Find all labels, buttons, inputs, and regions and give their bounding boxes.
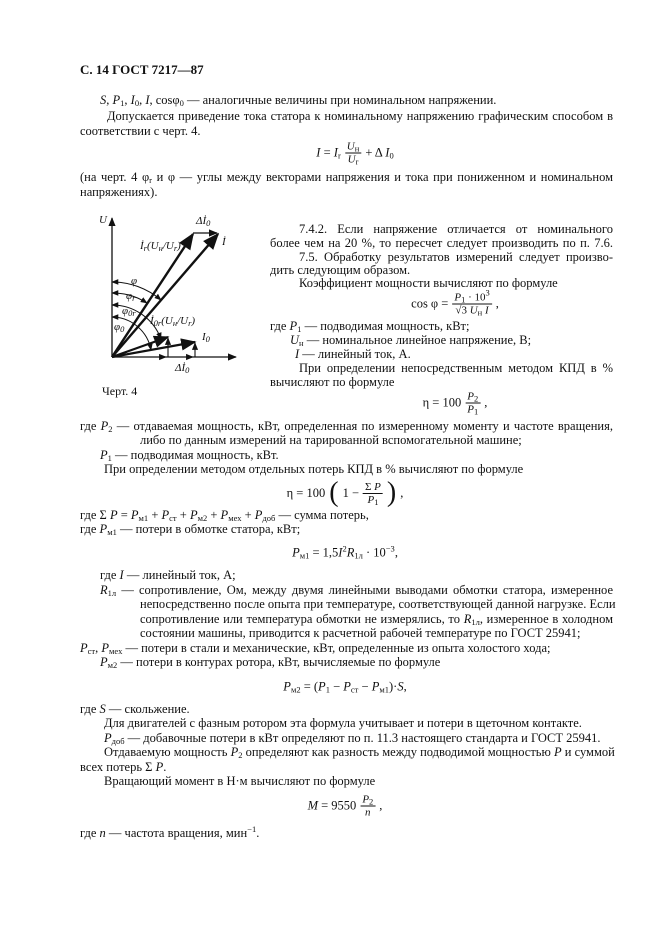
text-line: где S — скольжение. [80,702,190,716]
text-line: где n — частота вращения, мин$^{-1}$. [80,824,260,840]
text-line: непосредственно после опыта при температуре, соответствующей данной нагрузке. Если [140,597,616,611]
vector-diagram [0,0,661,420]
text-line: При определении непосредственным методом КПД в % [299,361,613,375]
numerator: $P_2$ [362,793,374,807]
text-line: $U_н$ — номинальное линейное напряжение, В; [290,333,532,348]
text-line: Коэффициент мощности вычисляют по формуле [299,276,558,290]
text-line: $P_{ст}$, $P_{мех}$ — потери в стали и механические, кВт, определенные из опыта холостого хода; [80,641,551,656]
formula-part: cos φ = [411,296,449,311]
text-line: где $P_1$ — подводимая мощность, кВт; [270,319,470,334]
denominator: $P_1$ [467,403,479,417]
formula-part: , [379,798,383,813]
text-line: 7.5. Обработку результатов измерений следует произво- [299,250,613,264]
text-line: где $P_2$ — отдаваемая мощность, кВт, определенная по измеренному моменту и частоте вращения, [80,419,613,434]
formula-part: + Δ $I_0$ [365,145,394,161]
text-line: соответствии с черт. 4. [80,124,201,138]
label-u-axis: U [99,214,107,226]
text-line: либо по данным измерений на тарированной вспомогательной машине; [140,433,522,447]
formula-part: η = 100 [422,395,462,410]
fraction [363,481,383,506]
text-line: $P_1$ — подводимая мощность, кВт. [100,448,279,463]
text-line: напряжениях). [80,185,158,199]
label-i0: $I_0$ [202,331,210,344]
numerator: $P_2$ [467,390,479,404]
text-line: где Σ $P = P_{м1} + P_{ст} + P_{м2} + P_{мех} + P_{доб}$ — сумма потерь, [80,508,369,523]
text-line: Отдаваемую мощность $P_2$ определяют как разность между подводимой мощностью P и суммой [104,745,615,760]
formula-part: $P_{м1} = 1,5I^2R_{1л} \cdot 10^{-3}$, [292,543,398,561]
numerator: $U_н$ [346,140,360,154]
label-ir: $İ_r(U_н/U_r)$ [140,240,181,253]
label-phi-r: $\varphi_r$ [126,290,136,303]
fraction [360,794,375,819]
denominator: √3 $U_н$ I [455,304,489,318]
denominator: $P_1$ [367,493,379,507]
paren-open: ( [329,477,339,508]
label-phi-0: $\varphi_0$ [114,321,125,334]
label-phi: φ [131,275,138,287]
label-i0r: $İ_{0r}(U_н/U_r)$ [150,315,196,328]
formula-stator-losses [292,543,398,561]
figure-caption: Черт. 4 [102,384,138,398]
formula-part: M = 9550 [307,798,357,813]
text-line: состоянии машины, приводится к расчетной рабочей температуре по ГОСТ 25941; [140,626,581,640]
text-line: $R_{1л}$ — сопротивление, Ом, между двумя линейными выводами обмотки статора, измеренное [100,583,613,598]
text-line: дить следующим образом. [270,263,411,277]
label-delta-i0-top: $\Delta İ_0$ [196,215,211,228]
page-header: С. 14 ГОСТ 7217—87 [80,62,204,77]
text-line: где I — линейный ток, А; [100,568,236,582]
formula-efficiency-losses [287,479,404,507]
text-line: $P_{доб}$ — добавочные потери в кВт определяют по п. 11.3 настоящего стандарта и ГОСТ 25941. [104,731,601,746]
label-phi-0r: $\varphi_{0r}$ [122,305,136,318]
text-line: (на черт. 4 $\varphi_r$ и φ — углы между векторами напряжения и тока при пониженном и номинальном [80,170,613,185]
paren-close: ) [386,477,397,508]
formula-part: , [400,485,404,500]
formula-part: , [495,296,499,311]
vector-ir [112,234,196,357]
text-line: $P_{м2}$ — потери в контурах ротора, кВт, вычисляемые по формуле [100,655,441,670]
label-delta-i0-bottom: $\Delta İ_0$ [175,362,190,375]
text-line: S, $P_1$, $I_0$, I, cosφ$_0$ — аналогичные величины при номинальном напряжении. [100,93,497,108]
text-line: При определении методом отдельных потерь КПД в % вычисляют по формуле [104,462,524,476]
label-i: İ [222,236,226,248]
formula-part: η = 100 [286,485,326,500]
text-line: где $P_{м1}$ — потери в обмотке статора, кВт; [80,522,301,537]
denominator: $U_r$ [347,153,359,167]
numerator: $P_1 \cdot 10^3$ [454,287,490,305]
formula-torque [308,794,383,819]
text-line: Вращающий момент в Н·м вычисляют по формуле [104,774,376,788]
formula-part: $I = I_r$ [316,145,341,161]
text-line: I — линейный ток, А. [295,347,411,361]
text-line: сопротивление или температура обмотки не измерялись, то $R_{1л}$, измеренное в холодном [140,612,613,627]
formula-rotor-losses [283,680,406,695]
formula-part: 1 − [342,485,360,500]
formula-part: $P_{м2} = (P_1 - P_{ст} - P_{м1})\cdot S$, [283,679,407,695]
text-line: всех потерь Σ P. [80,760,167,774]
text-line: Для двигателей с фазным ротором эта формула учитывает и потери в щеточном контакте. [104,716,582,730]
text-line: 7.4.2. Если напряжение отличается от номинального [299,222,613,236]
numerator: Σ P [365,480,381,493]
text-line: вычисляют по формуле [270,375,395,389]
denominator: n [365,806,371,819]
text-line: Допускается приведение тока статора к номинальному напряжению графическим способом в [107,109,613,123]
formula-part: , [484,395,488,410]
text-line: более чем на 20 %, то пересчет следует производить по п. 7.6. [270,236,613,250]
